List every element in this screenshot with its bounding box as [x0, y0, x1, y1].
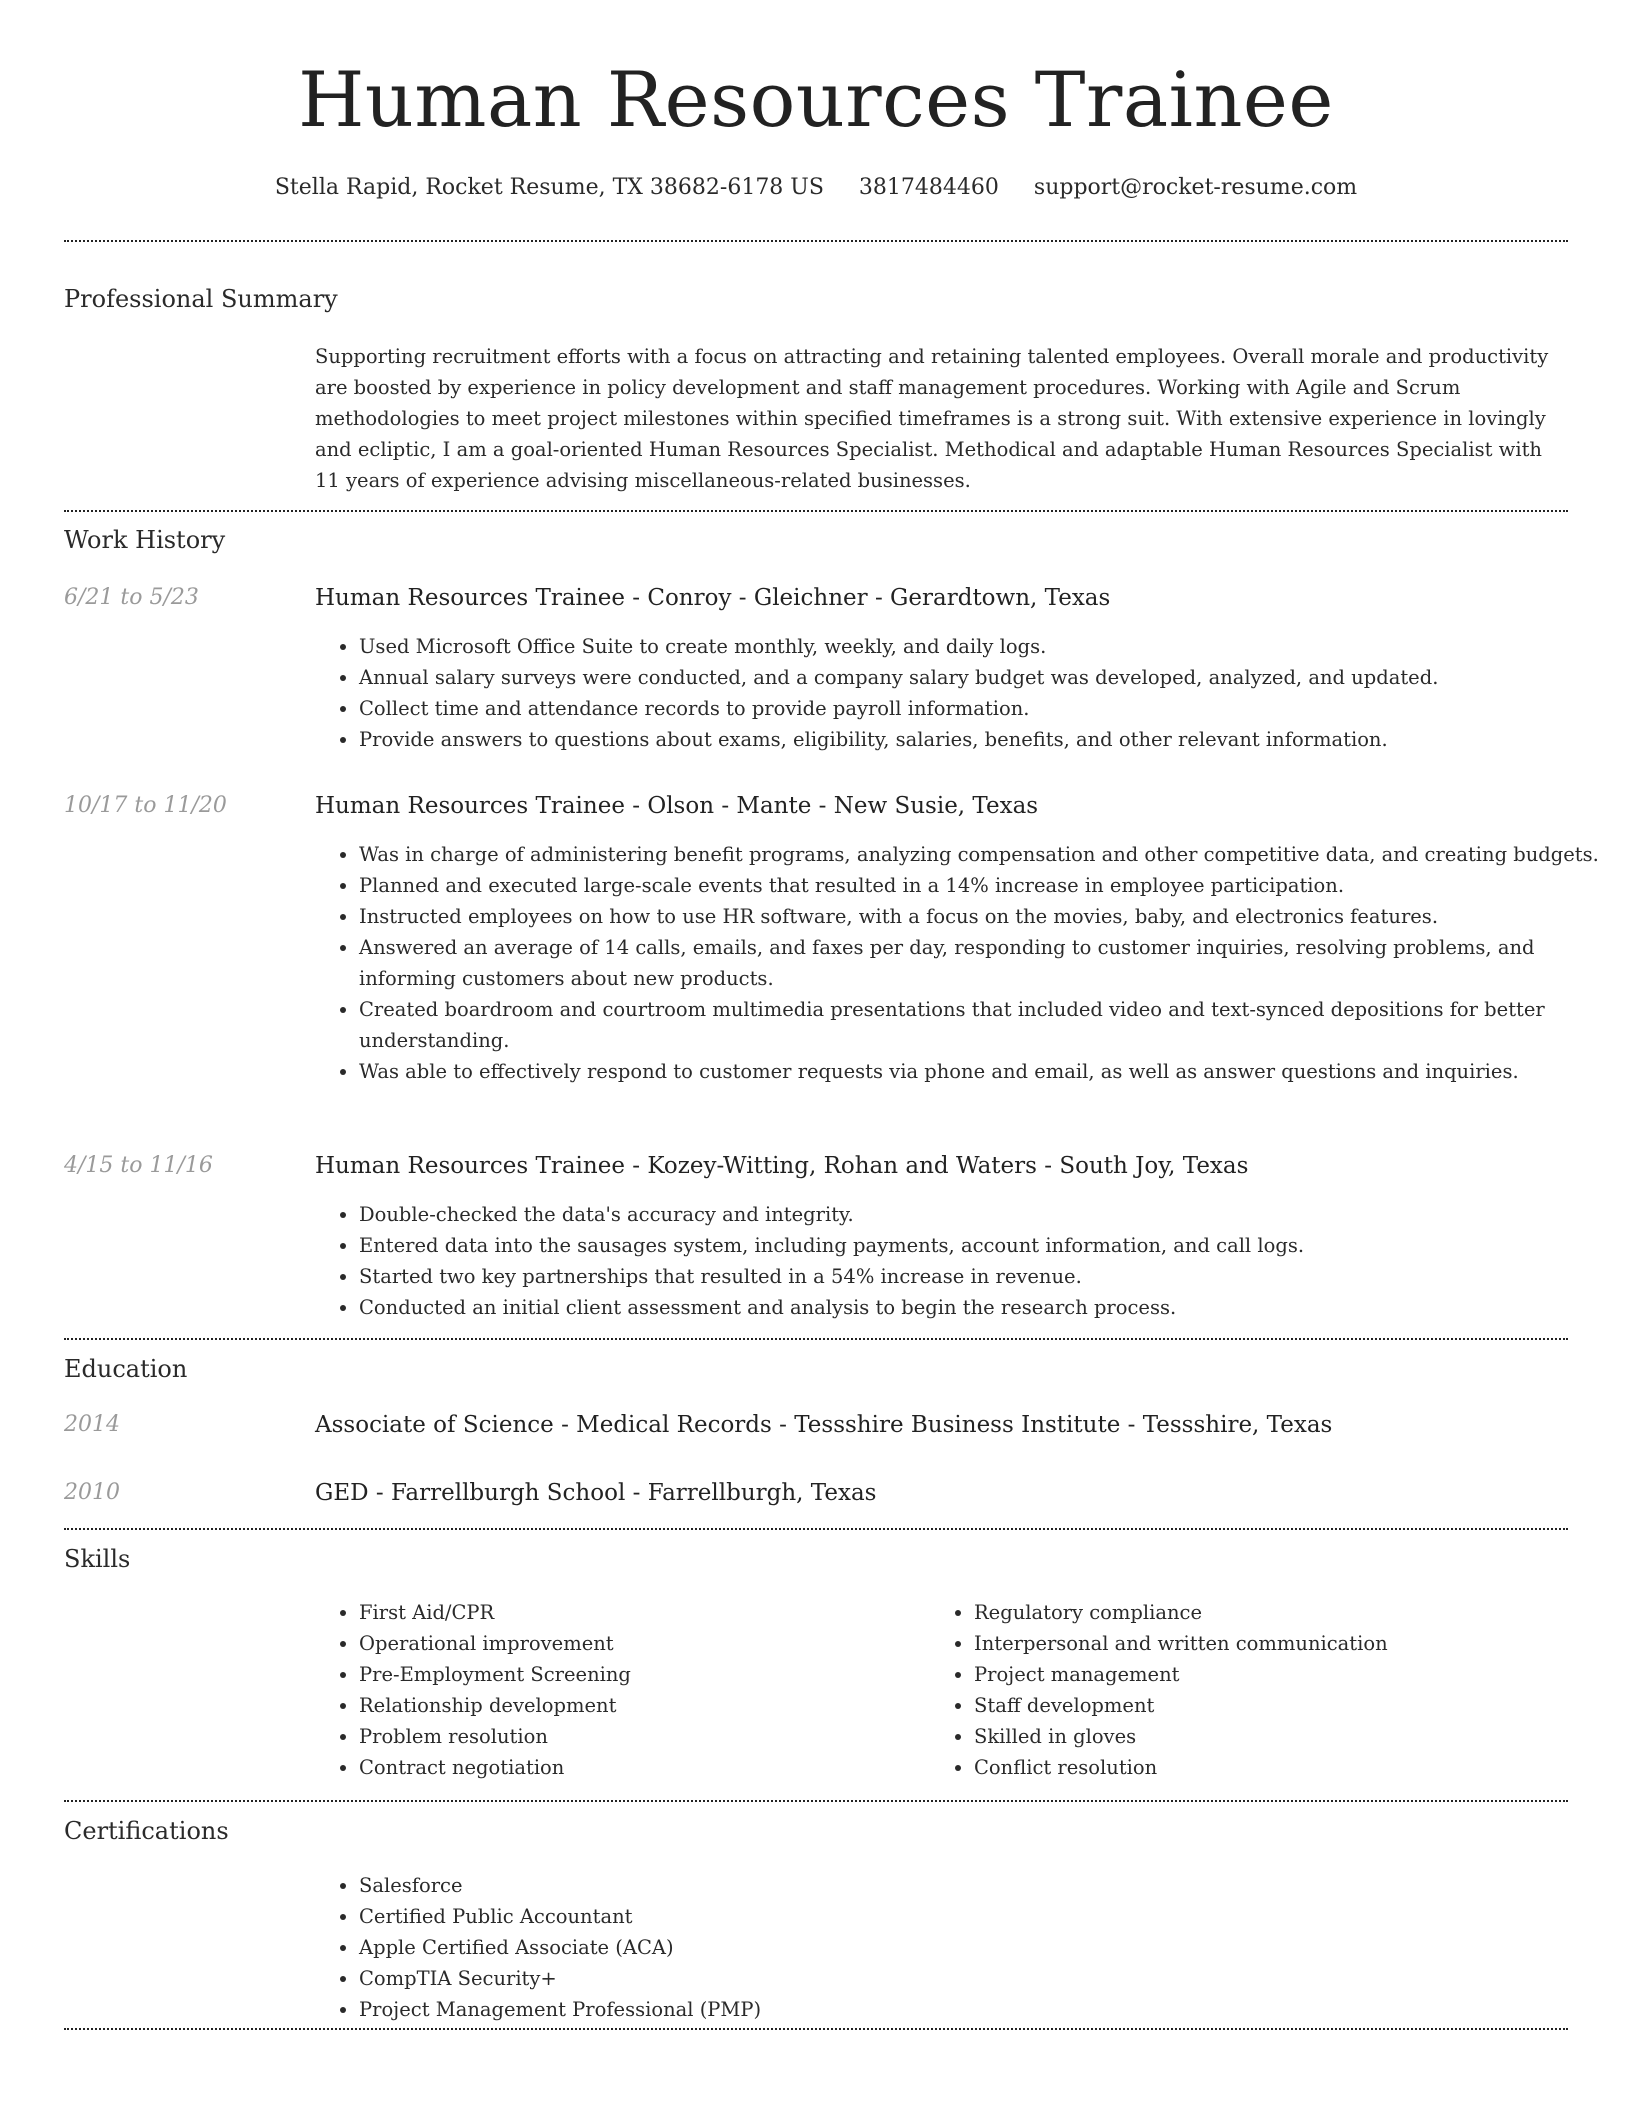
job-dates: 6/21 to 5/23: [64, 585, 199, 610]
divider: [64, 510, 1568, 512]
divider: [64, 240, 1568, 242]
certification-item: • Apple Certified Associate (ACA): [359, 1932, 1604, 1963]
list-item: • Collect time and attendance records to provide payroll information.: [359, 693, 1604, 724]
job-title: Human Resources Trainee - Olson - Mante - New Susie, Texas: [315, 793, 1039, 819]
list-item: • Answered an average of 14 calls, emails, and faxes per day, responding to customer inquiries, resolving problems, and informing customers about new products.: [359, 932, 1604, 994]
skill-item: • Pre-Employment Screening: [359, 1659, 959, 1690]
summary-text: Supporting recruitment efforts with a focus on attracting and retaining talented employees. Overall morale and productivity are boosted by experience in policy development and staff management procedures. Working with Agile and Scrum methodologies to meet project milestones within specified timeframes is a strong suit. With extensive experience in lovingly and ecliptic, I am a goal-oriented Human Resources Specialist. Methodical and adaptable Human Resources Specialist with 11 years of experience advising miscellaneous-related businesses.: [315, 345, 1549, 492]
list-item: • Provide answers to questions about exams, eligibility, salaries, benefits, and other relevant information.: [359, 724, 1604, 755]
list-item: • Was in charge of administering benefit programs, analyzing compensation and other competitive data, and creating budgets.: [359, 839, 1604, 870]
divider: [64, 1800, 1568, 1802]
list-item: • Used Microsoft Office Suite to create monthly, weekly, and daily logs.: [359, 631, 1604, 662]
divider: [64, 1528, 1568, 1530]
list-item: • Annual salary surveys were conducted, and a company salary budget was developed, analyzed, and updated.: [359, 662, 1604, 693]
skills-list-right: [930, 1597, 1604, 1783]
skills-list-left: [315, 1597, 959, 1783]
skill-item: • Project management: [974, 1659, 1604, 1690]
certifications-list: [315, 1870, 1604, 2025]
list-item: • Was able to effectively respond to customer requests via phone and email, as well as answer questions and inquiries.: [359, 1056, 1604, 1087]
skill-item: • Staff development: [974, 1690, 1604, 1721]
job-dates: 10/17 to 11/20: [64, 793, 227, 818]
skill-item: • Contract negotiation: [359, 1752, 959, 1783]
job-bullets: [315, 839, 1604, 1087]
divider: [64, 2028, 1568, 2030]
list-item: • Conducted an initial client assessment and analysis to begin the research process.: [359, 1292, 1604, 1323]
list-item: • Double-checked the data's accuracy and integrity.: [359, 1199, 1604, 1230]
list-item: • Instructed employees on how to use HR software, with a focus on the movies, baby, and electronics features.: [359, 901, 1604, 932]
list-item: • Started two key partnerships that resulted in a 54% increase in revenue.: [359, 1261, 1604, 1292]
list-item: • Entered data into the sausages system, including payments, account information, and call logs.: [359, 1230, 1604, 1261]
section-title-work: Work History: [64, 526, 226, 554]
skill-item: • Relationship development: [359, 1690, 959, 1721]
skill-item: • Regulatory compliance: [974, 1597, 1604, 1628]
certification-item: • Certified Public Accountant: [359, 1901, 1604, 1932]
job-bullets: [315, 1199, 1604, 1323]
certification-item: • Salesforce: [359, 1870, 1604, 1901]
section-title-certifications: Certifications: [64, 1817, 229, 1845]
education-entry: Associate of Science - Medical Records - Tessshire Business Institute - Tessshire, Texas: [315, 1412, 1333, 1438]
list-item: • Created boardroom and courtroom multimedia presentations that included video and text-synced depositions for better understanding.: [359, 994, 1604, 1056]
job-title: Human Resources Trainee - Conroy - Gleichner - Gerardtown, Texas: [315, 585, 1111, 611]
job-dates: 4/15 to 11/16: [64, 1153, 213, 1178]
section-title-skills: Skills: [64, 1545, 131, 1573]
education-entry: GED - Farrellburgh School - Farrellburgh, Texas: [315, 1480, 877, 1506]
section-title-summary: Professional Summary: [64, 285, 338, 313]
skill-item: • Problem resolution: [359, 1721, 959, 1752]
skill-item: • First Aid/CPR: [359, 1597, 959, 1628]
certification-item: • Project Management Professional (PMP): [359, 1994, 1604, 2025]
skill-item: • Skilled in gloves: [974, 1721, 1604, 1752]
certification-item: • CompTIA Security+: [359, 1963, 1604, 1994]
skill-item: • Interpersonal and written communication: [974, 1628, 1604, 1659]
divider: [64, 1338, 1568, 1340]
skill-item: • Conflict resolution: [974, 1752, 1604, 1783]
education-year: 2010: [64, 1480, 120, 1505]
contact-email: support@rocket-resume.com: [1033, 175, 1358, 200]
contact-address: Stella Rapid, Rocket Resume, TX 38682-6178 US: [274, 175, 824, 200]
section-title-education: Education: [64, 1355, 188, 1383]
contact-line: [0, 172, 1632, 204]
list-item: • Planned and executed large-scale events that resulted in a 14% increase in employee participation.: [359, 870, 1604, 901]
job-title: Human Resources Trainee - Kozey-Witting, Rohan and Waters - South Joy, Texas: [315, 1153, 1249, 1179]
job-bullets: [315, 631, 1604, 755]
resume-name: Human Resources Trainee: [298, 55, 1334, 144]
contact-phone: 3817484460: [858, 175, 999, 200]
education-year: 2014: [64, 1412, 120, 1437]
skill-item: • Operational improvement: [359, 1628, 959, 1659]
